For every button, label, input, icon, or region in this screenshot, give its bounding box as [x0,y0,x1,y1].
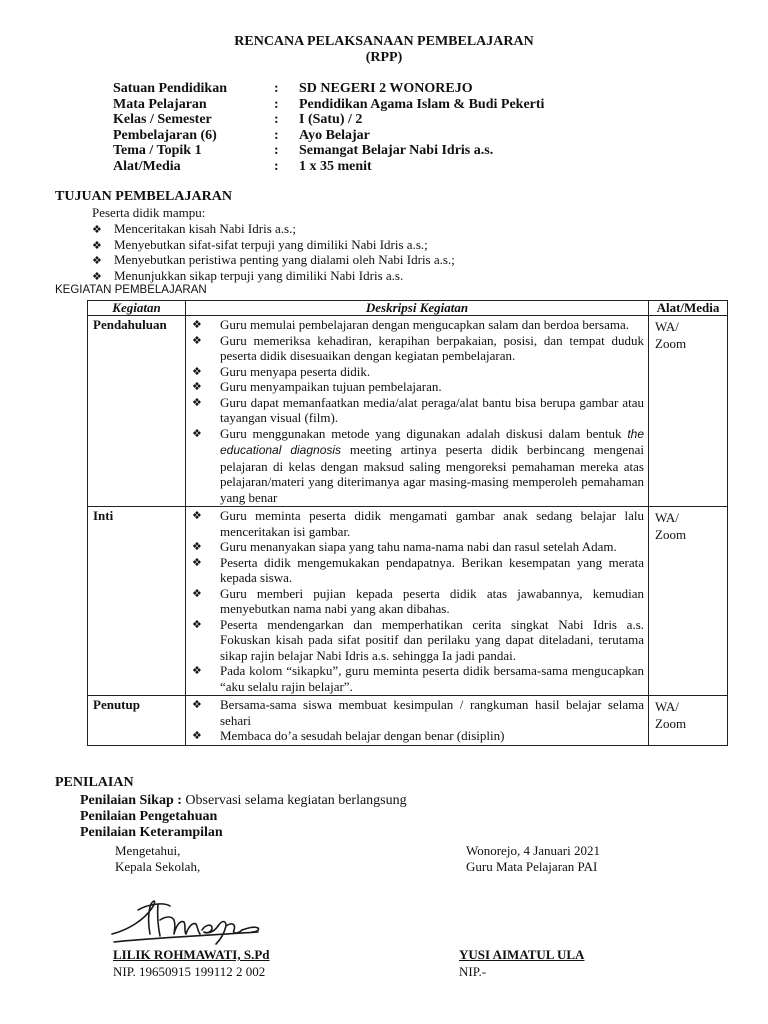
phase-cell: Pendahuluan [88,316,186,507]
media-text: WA/ [655,319,679,334]
identity-value: Pendidikan Agama Islam & Budi Pekerti [299,96,545,112]
activity-text: Guru memulai pembelajaran dengan mengucapkan salam dan berdoa bersama. [220,317,629,332]
column-header-deskripsi: Deskripsi Kegiatan [186,301,649,316]
activity-text: Guru menyampaikan tujuan pembelajaran. [220,379,442,394]
activity-item [186,364,644,380]
objective-text: Menceritakan kisah Nabi Idris a.s.; [114,221,296,236]
identity-separator: : [274,81,279,96]
signature-right-name: YUSI AIMATUL ULA [459,947,585,962]
activity-item [186,508,644,539]
activity-text: Membaca do’a sesudah belajar dengan benar (disiplin) [220,728,505,743]
identity-label: Tema / Topik 1 [113,143,202,158]
diamond-bullet-icon: ❖ [192,380,202,393]
activity-text: Guru dapat memanfaatkan media/alat peraga/alat bantu bisa berupa gambar atau tayangan visual (film). [220,394,644,425]
identity-value: Semangat Belajar Nabi Idris a.s. [299,143,494,158]
diamond-bullet-icon: ❖ [192,555,202,569]
activity-text: Guru memberi pujian kepada peserta didik atas jawabannya, kemudian menyebutkan nama nabi yang akan dibahas. [220,585,644,616]
objective-text: Menyebutkan sifat-sifat terpuji yang dimiliki Nabi Idris a.s.; [114,236,428,252]
activity-text: Bersama-sama siswa membuat kesimpulan / rangkuman hasil belajar selama sehari [220,697,644,728]
diamond-bullet-icon: ❖ [92,269,102,283]
assessment-sikap [80,793,407,809]
activity-list [186,317,644,505]
signature-right-nip: NIP.- [459,964,487,979]
phase-cell: Penutup [88,696,186,746]
objective-item [92,221,296,237]
identity-label: Satuan Pendidikan [113,81,227,96]
signature-left-name: LILIK ROHMAWATI, S.Pd [113,947,270,962]
phase-cell: Inti [88,507,186,696]
objective-item [92,237,428,253]
activity-text: Guru menggunakan metode yang digunakan adalah diskusi dalam bentuk [220,425,628,441]
signature-left-line1: Mengetahui, [115,843,181,858]
identity-label: Alat/Media [113,158,181,174]
activity-text: Guru meminta peserta didik mengamati gambar anak sedang belajar lalu menceritakan isi gambar. [220,508,644,539]
media-text: WA/ [655,510,679,525]
identity-label: Mata Pelajaran [113,96,207,112]
activities-heading: KEGIATAN PEMBELAJARAN [55,284,207,296]
diamond-bullet-icon: ❖ [92,254,102,267]
identity-label: Kelas / Semester [113,112,212,127]
activity-item [186,317,644,333]
media-text: WA/ [655,699,679,714]
activity-list [186,697,644,744]
description-cell [186,316,649,507]
diamond-bullet-icon: ❖ [192,617,202,631]
signature-right-line2: Guru Mata Pelajaran PAI [466,859,598,874]
signature-left-line2: Kepala Sekolah, [115,859,201,874]
assessment-pengetahuan: Penilaian Pengetahuan [80,809,218,824]
description-cell [186,507,649,696]
activity-text: Peserta didik mengemukakan pendapatnya. Berikan kesempatan yang merata kepada siswa. [220,554,644,585]
activity-text: Pada kolom “sikapku”, guru meminta peserta didik bersama-sama mengucapkan “aku selalu rajin belajar”. [220,663,644,694]
document-title: RENCANA PELAKSANAAN PEMBELAJARAN [234,34,534,49]
activity-text: Peserta mendengarkan dan memperhatikan cerita singkat Nabi Idris a.s. Fokuskan kisah pada sifat positif dan perilaku yang dapat diteladani, terutama sikap rajin belajar Nabi Idris a.s. sehingga Ia jadi pandai. [220,616,644,663]
assessment-keterampilan: Penilaian Keterampilan [80,825,223,840]
diamond-bullet-icon: ❖ [92,223,102,236]
objectives-intro: Peserta didik mampu: [92,205,206,220]
objective-text: Menunjukkan sikap terpuji yang dimiliki Nabi Idris a.s. [114,267,404,283]
activity-text: Guru menanyakan siapa yang tahu nama-nama nabi dan rasul setelah Adam. [220,539,617,554]
diamond-bullet-icon: ❖ [192,664,202,677]
diamond-bullet-icon: ❖ [192,540,202,553]
activity-item [186,586,644,617]
table-row [88,696,728,746]
media-text: Zoom [655,336,687,351]
objective-item [92,252,455,268]
handwritten-signature [108,890,278,950]
activity-item [186,426,644,506]
identity-label: Pembelajaran (6) [113,127,217,143]
diamond-bullet-icon: ❖ [192,333,202,347]
identity-value: 1 x 35 menit [299,158,372,174]
assessment-heading: PENILAIAN [55,775,134,790]
activity-item [186,697,644,728]
activity-item [186,663,644,694]
media-text: Zoom [655,716,687,731]
diamond-bullet-icon: ❖ [92,238,102,252]
diamond-bullet-icon: ❖ [192,698,202,711]
identity-separator: : [274,158,279,174]
identity-separator: : [274,96,279,112]
diamond-bullet-icon: ❖ [192,364,202,378]
diamond-bullet-icon: ❖ [192,509,202,522]
identity-separator: : [274,143,279,158]
activity-text: meeting artinya peserta didik berbincang mengenai pelajaran di kelas dengan maksud saling mengoreksi pemahaman mereka atas pelajaran/materi yang diterimanya agar masing-masing memperoleh pemahaman yang benar [220,442,644,505]
signature-right-line1: Wonorejo, 4 Januari 2021 [466,843,600,858]
diamond-bullet-icon: ❖ [192,586,202,600]
activity-list [186,508,644,694]
column-header-alat-media: Alat/Media [649,301,728,316]
table-header-row [88,301,728,316]
objective-item [92,268,403,284]
activity-text: Guru menyapa peserta didik. [220,363,371,379]
activity-item [186,379,644,395]
identity-value: I (Satu) / 2 [299,112,363,127]
media-cell [649,316,728,507]
activity-item [186,395,644,426]
diamond-bullet-icon: ❖ [192,426,202,440]
objectives-heading: TUJUAN PEMBELAJARAN [55,189,232,204]
identity-separator: : [274,112,279,127]
assessment-sikap-label: Penilaian Sikap : [80,793,182,808]
activity-text: Guru memeriksa kehadiran, kerapihan berpakaian, posisi, dan tempat duduk peserta didik disesuaikan dengan kegiatan pembelajaran. [220,332,644,363]
identity-value: SD NEGERI 2 WONOREJO [299,81,473,96]
description-cell [186,696,649,746]
signature-left-nip: NIP. 19650915 199112 2 002 [113,964,266,979]
objective-text: Menyebutkan peristiwa penting yang dialami oleh Nabi Idris a.s.; [114,252,455,267]
diamond-bullet-icon: ❖ [192,318,202,331]
assessment-sikap-value: Observasi selama kegiatan berlangsung [181,793,407,808]
activity-item [186,555,644,586]
identity-separator: : [274,127,279,143]
media-cell [649,507,728,696]
diamond-bullet-icon: ❖ [192,395,202,409]
activity-item [186,728,644,744]
activity-item [186,539,644,555]
activity-italic-term: the educational diagnosis [220,426,644,457]
identity-value: Ayo Belajar [299,127,370,143]
activity-item [186,617,644,664]
document-subtitle: (RPP) [365,50,403,65]
column-header-kegiatan: Kegiatan [88,301,186,316]
table-row [88,316,728,507]
media-text: Zoom [655,527,687,542]
table-row [88,507,728,696]
activities-table [87,300,728,746]
media-cell [649,696,728,746]
activity-item [186,333,644,364]
diamond-bullet-icon: ❖ [192,729,202,742]
